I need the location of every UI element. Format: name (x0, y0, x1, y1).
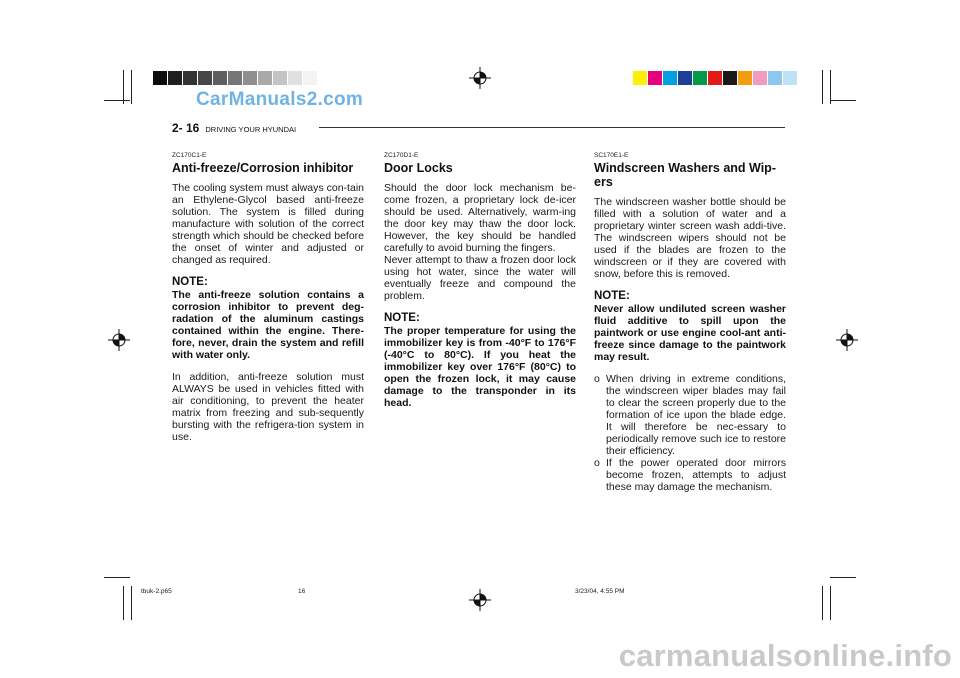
color-swatch (633, 71, 647, 85)
column-antifreeze (172, 152, 364, 443)
list-item (594, 457, 786, 493)
color-swatch (183, 71, 197, 85)
watermark-text: carmanualsonline.info (618, 638, 952, 673)
color-swatch (288, 71, 302, 85)
section-heading: Windscreen Washers and Wip-ers (594, 161, 776, 189)
note-text: The anti-freeze solution contains a corrosion inhibitor to prevent deg-radation of the aluminum castings contained within the engine. There-fore, never, drain the system and refill with water only. (172, 289, 364, 361)
note-label: NOTE: (594, 290, 630, 302)
crop-mark (104, 100, 130, 101)
crop-mark (104, 577, 130, 578)
paragraph: In addition, anti-freeze solution must ALWAYS be used in vehicles fitted with air conditioning, to prevent the heater matrix from freezing and sub-sequently bursting with the refrigera-tion system in use. (172, 371, 364, 443)
crop-mark (822, 586, 823, 620)
color-swatch (303, 71, 317, 85)
paragraph: The windscreen washer bottle should be filled with a solution of water and a proprietary winter screen wash addi-tive. The windscreen wipers should not be used if the blades are frozen to the windscreen or if they are covered with snow, before this is removed. (594, 196, 786, 280)
color-swatch (213, 71, 227, 85)
registration-target-icon (469, 589, 491, 611)
color-swatch (243, 71, 257, 85)
color-swatch (738, 71, 752, 85)
registration-target-icon (469, 67, 491, 89)
crop-mark (822, 70, 823, 104)
crop-mark (830, 100, 856, 101)
paragraph: Should the door lock mechanism be-come frozen, a proprietary lock de-icer should be used. Alternatively, warm-ing the door key may thaw the door lock. However, the key should be handled carefully to avoid burning the fingers. (384, 182, 576, 254)
bullet-text: If the power operated door mirrors become frozen, attempts to adjust these may damage the mechanism. (606, 457, 786, 493)
color-swatch (678, 71, 692, 85)
footer-page: 16 (298, 588, 306, 595)
color-swatch (768, 71, 782, 85)
paragraph: The cooling system must always con-tain an Ethylene-Glycol based anti-freeze solution. The system is filled during manufacture with solution of the correct strength which should be checked before the onset of winter and adjusted or changed as required. (172, 182, 364, 266)
section-title: DRIVING YOUR HYUNDAI (205, 125, 297, 134)
color-swatch (228, 71, 242, 85)
color-swatch (663, 71, 677, 85)
grayscale-calibration-bar (153, 71, 318, 85)
note-text: Never allow undiluted screen washer fluid additive to spill upon the paintwork or use engine cool-ant anti-freeze since damage to the paintwork may result. (594, 303, 786, 363)
section-code: SC170E1-E (594, 152, 629, 159)
color-swatch (168, 71, 182, 85)
color-swatch (273, 71, 287, 85)
note-label: NOTE: (172, 276, 208, 288)
crop-mark (123, 586, 124, 620)
section-heading: Door Locks (384, 161, 453, 175)
color-swatch (783, 71, 797, 85)
page-number: 2- 16 (172, 121, 200, 135)
registration-target-icon (836, 329, 858, 351)
crop-mark (131, 586, 132, 620)
paragraph: Never attempt to thaw a frozen door lock using hot water, since the water will eventually freeze and compound the problem. (384, 254, 576, 302)
section-code: ZC170D1-E (384, 152, 419, 159)
color-calibration-bar (633, 71, 798, 85)
watermark-link[interactable]: CarManuals2.com (196, 89, 364, 110)
color-swatch (198, 71, 212, 85)
section-heading: Anti-freeze/Corrosion inhibitor (172, 161, 354, 175)
header-rule (319, 127, 785, 128)
footer-filename: tbuk-2.p65 (141, 588, 172, 595)
color-swatch (723, 71, 737, 85)
crop-mark (131, 70, 132, 104)
crop-mark (123, 70, 124, 104)
footer-date: 3/23/04, 4:55 PM (575, 588, 625, 595)
note-text: The proper temperature for using the immobilizer key is from -40°F to 176°F (-40°C to 80°C). If you heat the immobilizer key over 176°F (80°C) to open the frozen lock, it may cause damage to the transponder in its head. (384, 325, 576, 409)
section-code: ZC170C1-E (172, 152, 207, 159)
bullet-text: When driving in extreme conditions, the windscreen wiper blades may fail to clear the screen properly due to the formation of ice upon the blade edge. It will therefore be nec-essary to periodically remove such ice to restore their efficiency. (606, 373, 786, 457)
color-swatch (708, 71, 722, 85)
color-swatch (648, 71, 662, 85)
crop-mark (830, 577, 856, 578)
color-swatch (258, 71, 272, 85)
note-label: NOTE: (384, 312, 420, 324)
crop-mark (830, 586, 831, 620)
page-header (172, 121, 296, 135)
crop-mark (830, 70, 831, 104)
color-swatch (153, 71, 167, 85)
registration-target-icon (108, 329, 130, 351)
bullet-mark: o (594, 457, 600, 469)
color-swatch (693, 71, 707, 85)
color-swatch (753, 71, 767, 85)
column-washers-wipers (594, 152, 786, 493)
list-item (594, 373, 786, 457)
column-door-locks (384, 152, 576, 419)
bullet-mark: o (594, 373, 600, 385)
